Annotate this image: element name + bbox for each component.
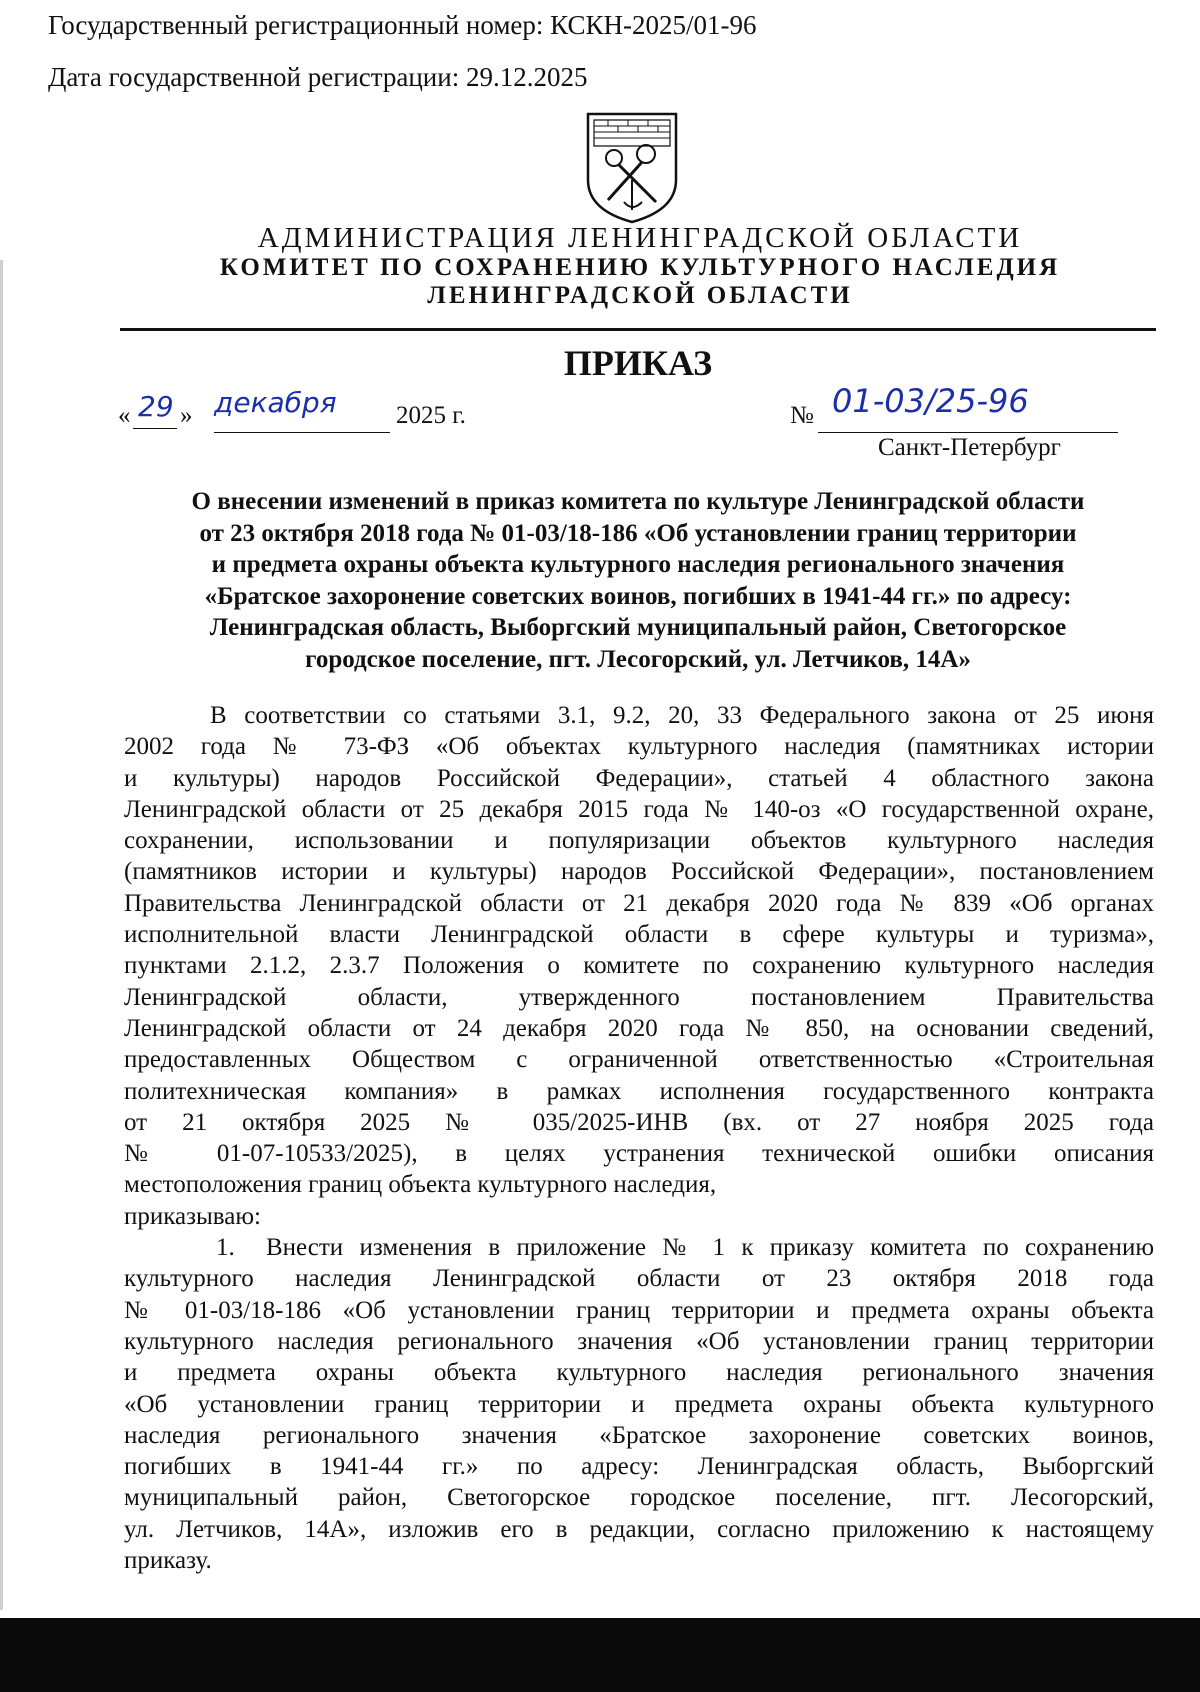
- preamble-line: В соответствии со статьями 3.1, 9.2, 20, 33 Федерального закона от 25 июня: [210, 702, 1154, 729]
- preamble-line: Ленинградской области от 24 декабря 2020 года № 850, на основании сведений,: [124, 1014, 1154, 1042]
- preamble-line: предоставленных Обществом с ограниченной ответственностью «Строительная: [124, 1046, 1154, 1074]
- number-sign: №: [790, 402, 814, 429]
- preamble-line: Ленинградской области, утвержденного постановлением Правительства: [124, 983, 1154, 1011]
- item-line: культурного наследия регионального значения «Об установлении границ территории: [124, 1327, 1154, 1355]
- subject-line: О внесении изменений в приказ комитета по культуре Ленинградской области: [191, 488, 1085, 515]
- item-line: наследия регионального значения «Братское захоронение советских воинов,: [124, 1421, 1154, 1449]
- preamble-line: (памятников истории и культуры) народов Российской Федерации», постановлением: [124, 858, 1154, 886]
- order-number-handwritten: 01-03/25-96: [832, 382, 1029, 420]
- order-subject: [118, 486, 1158, 675]
- order-day-handwritten: 29: [138, 390, 174, 423]
- month-underline: [214, 432, 390, 433]
- day-underline: [133, 428, 177, 429]
- order-month-handwritten: декабря: [214, 386, 337, 419]
- preamble-line: политехническая компания» в рамках исполнения государственного контракта: [124, 1077, 1154, 1105]
- date-quote-close: »: [180, 402, 193, 429]
- order-city: Санкт-Петербург: [878, 434, 1061, 461]
- registration-number: Государственный регистрационный номер: КСКН-2025/01-96: [48, 10, 757, 40]
- committee-title-line1: КОМИТЕТ ПО СОХРАНЕНИЮ КУЛЬТУРНОГО НАСЛЕДИЯ: [219, 254, 1061, 281]
- subject-line: Ленинградская область, Выборгский муниципальный район, Светогорское: [209, 614, 1067, 641]
- subject-line: «Братское захоронение советских воинов, погибших в 1941-44 гг.» по адресу:: [204, 582, 1072, 610]
- preamble-line: Ленинградской области от 25 декабря 2015 года № 140-оз «О государственной охране,: [124, 795, 1154, 823]
- order-year: 2025 г.: [396, 402, 466, 429]
- order-body: [124, 700, 1154, 1576]
- preamble-line: местоположения границ объекта культурного наследия,: [124, 1171, 717, 1199]
- item-line: погибших в 1941-44 гг.» по адресу: Ленинградская область, Выборгский: [124, 1453, 1154, 1481]
- item-line: культурного наследия Ленинградской области от 23 октября 2018 года: [124, 1265, 1154, 1293]
- preamble-line: пунктами 2.1.2, 2.3.7 Положения о комитете по сохранению культурного наследия: [124, 952, 1154, 980]
- preamble-line: № 01-07-10533/2025), в целях устранения технической ошибки описания: [124, 1140, 1154, 1168]
- scan-bottom-border: [0, 1618, 1200, 1692]
- subject-line: городское поселение, пгт. Лесогорский, ул. Летчиков, 14А»: [305, 645, 971, 673]
- item-line: и предмета охраны объекта культурного наследия регионального значения: [124, 1359, 1154, 1387]
- item-1-first-line: [124, 1232, 1154, 1263]
- header-divider: [120, 328, 1156, 331]
- item-line: «Об установлении границ территории и предмета охраны объекта культурного: [124, 1390, 1154, 1418]
- item-number: 1.: [216, 1234, 235, 1262]
- preamble-line: и культуры) народов Российской Федерации», статьей 4 областного закона: [124, 764, 1154, 792]
- preamble-line: 2002 года № 73-ФЗ «Об объектах культурного наследия (памятниках истории: [124, 733, 1154, 761]
- item-line: муниципальный район, Светогорское городское поселение, пгт. Лесогорский,: [124, 1484, 1154, 1512]
- administration-title: АДМИНИСТРАЦИЯ ЛЕНИНГРАДСКОЙ ОБЛАСТИ: [257, 222, 1023, 254]
- preamble-line: Правительства Ленинградской области от 21 декабря 2020 года № 839 «Об органах: [124, 889, 1154, 917]
- preamble-line: от 21 октября 2025 № 035/2025-ИНВ (вх. от 27 ноября 2025 года: [124, 1108, 1154, 1136]
- date-quote-open: «: [118, 402, 131, 429]
- coat-of-arms-icon: [584, 110, 680, 226]
- scan-edge-shadow: [0, 260, 3, 1610]
- order-title: ПРИКАЗ: [563, 343, 713, 383]
- registration-date: Дата государственной регистрации: 29.12.2025: [48, 62, 588, 92]
- item-line: приказу.: [124, 1547, 212, 1575]
- subject-line: от 23 октября 2018 года № 01-03/18-186 «Об установлении границ территории: [199, 519, 1077, 547]
- preamble-line: сохранении, использовании и популяризации объектов культурного наследия: [124, 827, 1154, 855]
- preamble-line: исполнительной власти Ленинградской области в сфере культуры и туризма»,: [124, 921, 1154, 949]
- item-line: № 01-03/18-186 «Об установлении границ территории и предмета охраны объекта: [124, 1296, 1154, 1324]
- item-text: Внести изменения в приложение № 1 к приказу комитета по сохранению: [266, 1234, 1154, 1262]
- subject-line: и предмета охраны объекта культурного наследия регионального значения: [211, 551, 1065, 578]
- committee-title-line2: ЛЕНИНГРАДСКОЙ ОБЛАСТИ: [427, 282, 853, 309]
- item-line: ул. Летчиков, 14А», изложив его в редакции, согласно приложению к настоящему: [124, 1515, 1154, 1543]
- order-word: приказываю:: [124, 1202, 261, 1230]
- number-underline: [818, 432, 1118, 433]
